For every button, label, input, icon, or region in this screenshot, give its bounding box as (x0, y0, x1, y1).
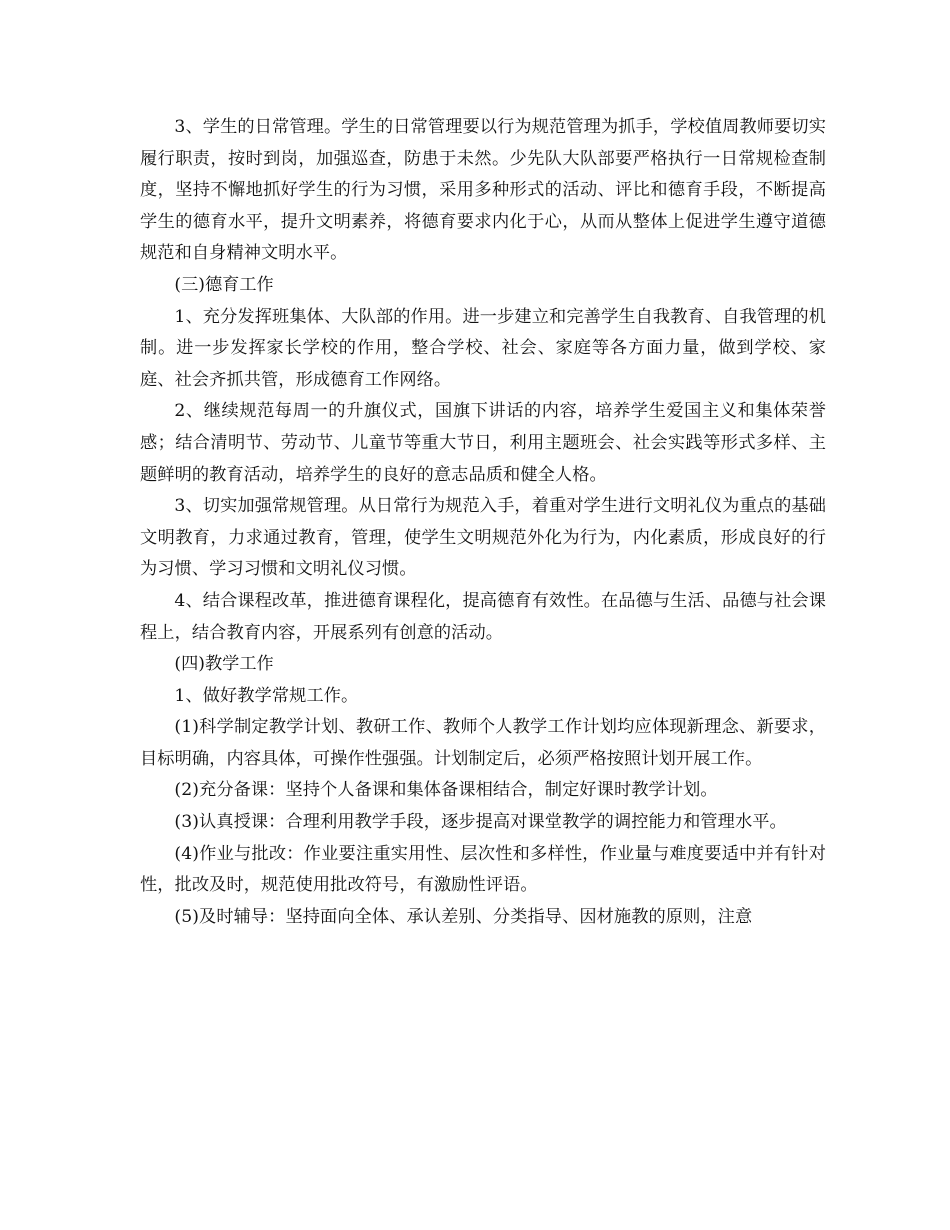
paragraph-tutoring: (5)及时辅导：坚持面向全体、承认差别、分类指导、因材施教的原则，注意 (174, 906, 753, 927)
paragraph-teaching-1: 1、做好教学常规工作。 (174, 685, 359, 706)
paragraph-lesson-prep: (2)充分备课：坚持个人备课和集体备课相结合，制定好课时教学计划。 (174, 780, 718, 801)
document-body (140, 112, 826, 933)
paragraph-moral-2: 2、继续规范每周一的升旗仪式，国旗下讲话的内容，培养学生爱国主义和集体荣誉感；结合清明节、劳动节、儿童节等重大节日，利用主题班会、社会实践等形式多样、主题鲜明的教育活动，培养学生的良好的意志品质和健全人格。 (140, 401, 826, 485)
section-heading-teaching-work: (四)教学工作 (174, 654, 274, 675)
paragraph-moral-4: 4、结合课程改革，推进德育课程化，提高德育有效性。在品德与生活、品德与社会课程上，结合教育内容，开展系列有创意的活动。 (140, 590, 826, 643)
paragraph-moral-1: 1、充分发挥班集体、大队部的作用。进一步建立和完善学生自我教育、自我管理的机制。进一步发挥家长学校的作用，整合学校、社会、家庭等各方面力量，做到学校、家庭、社会齐抓共管，形成德育工作网络。 (140, 306, 826, 390)
section-heading-moral-education: (三)德育工作 (174, 274, 274, 295)
paragraph-moral-3: 3、切实加强常规管理。从日常行为规范入手，着重对学生进行文明礼仪为重点的基础文明教育，力求通过教育，管理，使学生文明规范外化为行为，内化素质，形成良好的行为习惯、学习习惯和文明礼仪习惯。 (140, 496, 826, 580)
paragraph-teaching-plan: (1)科学制定教学计划、教研工作、教师个人教学工作计划均应体现新理念、新要求，目标明确，内容具体，可操作性强强。计划制定后，必须严格按照计划开展工作。 (140, 717, 826, 769)
paragraph-daily-management: 3、学生的日常管理。学生的日常管理要以行为规范管理为抓手，学校值周教师要切实履行职责，按时到岗，加强巡查，防患于未然。少先队大队部要严格执行一日常规检查制度，坚持不懈地抓好学生的行为习惯，采用多种形式的活动、评比和德育手段，不断提高学生的德育水平，提升文明素养，将德育要求内化于心，从而从整体上促进学生遵守道德规范和自身精神文明水平。 (140, 117, 826, 264)
paragraph-teaching-class: (3)认真授课：合理利用教学手段，逐步提高对课堂教学的调控能力和管理水平。 (174, 812, 787, 833)
paragraph-homework: (4)作业与批改：作业要注重实用性、层次性和多样性，作业量与难度要适中并有针对性，批改及时，规范使用批改符号，有激励性评语。 (140, 843, 826, 896)
